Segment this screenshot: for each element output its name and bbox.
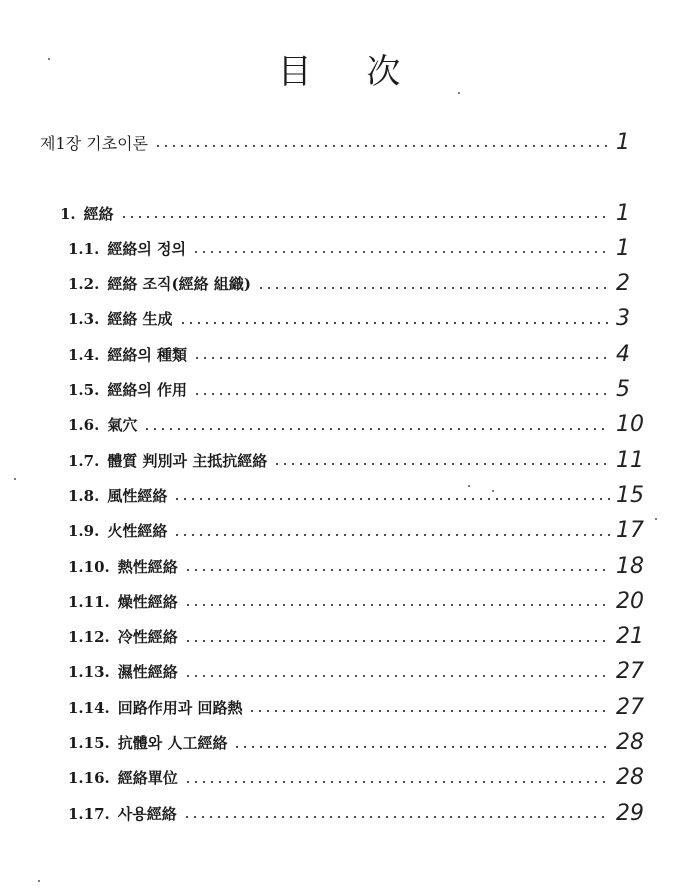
toc-entry-label: 體質 判別과 主抵抗經絡 (107, 451, 268, 470)
toc-entry-title (68, 344, 193, 365)
toc-entry-row (68, 695, 650, 719)
toc-entry-title (68, 732, 233, 753)
toc-entry-page-number: 28 (616, 765, 644, 791)
dot-leader (257, 287, 610, 289)
toc-entry-row (68, 378, 650, 402)
dot-leader (273, 463, 610, 465)
toc-entry-page-number: 5 (616, 377, 630, 402)
toc-entry-number: 1.6. (68, 416, 100, 435)
dot-leader (184, 569, 610, 571)
toc-entry-row (68, 413, 650, 437)
scan-speck (492, 490, 494, 492)
toc-entry-number: 1.1. (68, 239, 100, 258)
toc-entry-title (68, 697, 248, 718)
dot-leader (183, 816, 610, 818)
toc-entry-row (68, 731, 650, 755)
toc-entry-row (68, 766, 650, 790)
toc-entry-number: 1.3. (68, 310, 100, 329)
toc-entry-number: 1.17. (68, 804, 110, 823)
toc-entry-label: 火性經絡 (107, 522, 168, 541)
toc-entry-row (68, 589, 650, 613)
toc-entry-row (68, 554, 650, 578)
dot-leader (154, 145, 610, 147)
dot-leader (184, 640, 610, 642)
toc-entry-title (68, 273, 257, 294)
toc-entry-page-number: 27 (616, 694, 644, 720)
toc-entry-label: 經絡單位 (117, 769, 178, 788)
toc-entry-label: 冷性經絡 (117, 628, 178, 647)
toc-entry-number: 1.9. (68, 522, 100, 541)
toc-entry-number: 1.15. (68, 734, 110, 752)
chapter-label: 제1장 기초이론 (40, 133, 149, 153)
toc-entry-page-number: 18 (616, 553, 644, 579)
toc-entry-page-number: 11 (616, 447, 644, 473)
toc-entry-label: 燥性經絡 (117, 592, 178, 611)
toc-entry-title (68, 626, 184, 647)
toc-entry-number: 1. (60, 204, 76, 223)
scan-speck (458, 92, 460, 94)
toc-entry-label: 熱性經絡 (117, 557, 178, 576)
toc-entry-page-number: 29 (616, 800, 644, 826)
toc-entry-number: 1.11. (68, 592, 110, 611)
toc-entry-page-number: 4 (616, 341, 630, 367)
toc-entry-number: 1.14. (68, 698, 110, 717)
toc-entry-label: 經絡 生成 (107, 310, 173, 329)
toc-entry-number: 1.7. (68, 451, 100, 470)
scan-speck (38, 880, 40, 882)
toc-entry-number: 1.16. (68, 769, 110, 788)
chapter-page-number: 1 (616, 129, 630, 155)
dot-leader (173, 498, 610, 500)
toc-entry-title (68, 661, 184, 682)
toc-entry-number: 1.10. (68, 557, 110, 576)
scan-speck (48, 58, 50, 60)
dot-leader (173, 534, 610, 536)
toc-entry-label: 回路作用과 回路熱 (117, 698, 243, 717)
toc-entry-title (68, 767, 184, 788)
toc-entry-row (68, 236, 650, 260)
toc-entry-label: 風性經絡 (107, 486, 168, 505)
toc-entry-page-number: 17 (616, 518, 644, 544)
toc-entry-page-number: 1 (616, 235, 630, 261)
toc-entry-page-number: 27 (616, 659, 644, 685)
dot-leader (233, 746, 610, 748)
dot-leader (143, 428, 610, 430)
dot-leader (193, 393, 610, 395)
dot-leader (120, 216, 610, 218)
toc-entry-label: 經絡의 作用 (107, 381, 188, 399)
toc-entry-title (68, 238, 192, 259)
toc-entry-title (68, 414, 143, 435)
toc-entry-row (68, 307, 650, 331)
dot-leader (248, 710, 610, 712)
toc-entry-number: 1.12. (68, 628, 110, 647)
toc-entry-number: 1.13. (68, 663, 110, 682)
toc-entry-title (68, 556, 184, 577)
toc-entry-title (68, 803, 183, 824)
toc-entry-page-number: 10 (616, 412, 644, 438)
toc-entry-page-number: 1 (616, 200, 630, 226)
dot-leader (184, 675, 610, 677)
dot-leader (193, 357, 610, 359)
toc-entry-label: 抗體와 人工經絡 (117, 734, 228, 752)
toc-entry-label: 氣穴 (107, 416, 138, 435)
toc-entry-title (68, 308, 179, 329)
toc-entry-row (68, 272, 650, 296)
toc-entry-number: 1.4. (68, 345, 100, 364)
page-title: 目 次 (277, 52, 423, 92)
toc-entry-label: 經絡의 種類 (107, 345, 188, 364)
scan-speck (655, 518, 657, 520)
dot-leader (184, 781, 610, 783)
toc-entry-row (68, 483, 650, 507)
toc-entry-title (68, 450, 273, 471)
toc-entry-row (68, 342, 650, 366)
toc-entry-row (68, 519, 650, 543)
toc-entry-row (68, 660, 650, 684)
scan-speck (468, 485, 470, 487)
dot-leader (179, 322, 610, 324)
toc-entry-label: 經絡의 정의 (107, 239, 187, 258)
toc-entry-page-number: 2 (616, 271, 630, 297)
toc-entry-label: 濕性經絡 (117, 663, 178, 682)
dot-leader (192, 251, 610, 253)
toc-entry-row (68, 625, 650, 649)
toc-entry-title (68, 591, 184, 612)
toc-entry-row (68, 801, 650, 825)
toc-entry-title (60, 203, 120, 224)
toc-entry-title (68, 379, 193, 400)
toc-entry-page-number: 28 (616, 730, 644, 755)
toc-entry-label: 사용經絡 (117, 804, 177, 823)
toc-entry-row (60, 201, 650, 225)
toc-entry-label: 經絡 조직(經絡 組織) (107, 275, 251, 294)
toc-entry-page-number: 15 (616, 482, 644, 508)
toc-entry-title (68, 485, 173, 506)
toc-entry-row (68, 448, 650, 472)
toc-entry-page-number: 20 (616, 588, 644, 614)
toc-entry-page-number: 21 (616, 624, 644, 650)
dot-leader (184, 604, 610, 606)
scan-speck (14, 478, 16, 480)
toc-chapter-row (40, 130, 650, 154)
toc-entry-label: 經絡 (83, 204, 114, 223)
toc-entry-number: 1.2. (68, 275, 100, 294)
toc-entry-number: 1.8. (68, 486, 100, 505)
toc-entry-title (68, 520, 173, 541)
toc-entry-number: 1.5. (68, 381, 100, 399)
toc-entry-page-number: 3 (616, 306, 630, 332)
